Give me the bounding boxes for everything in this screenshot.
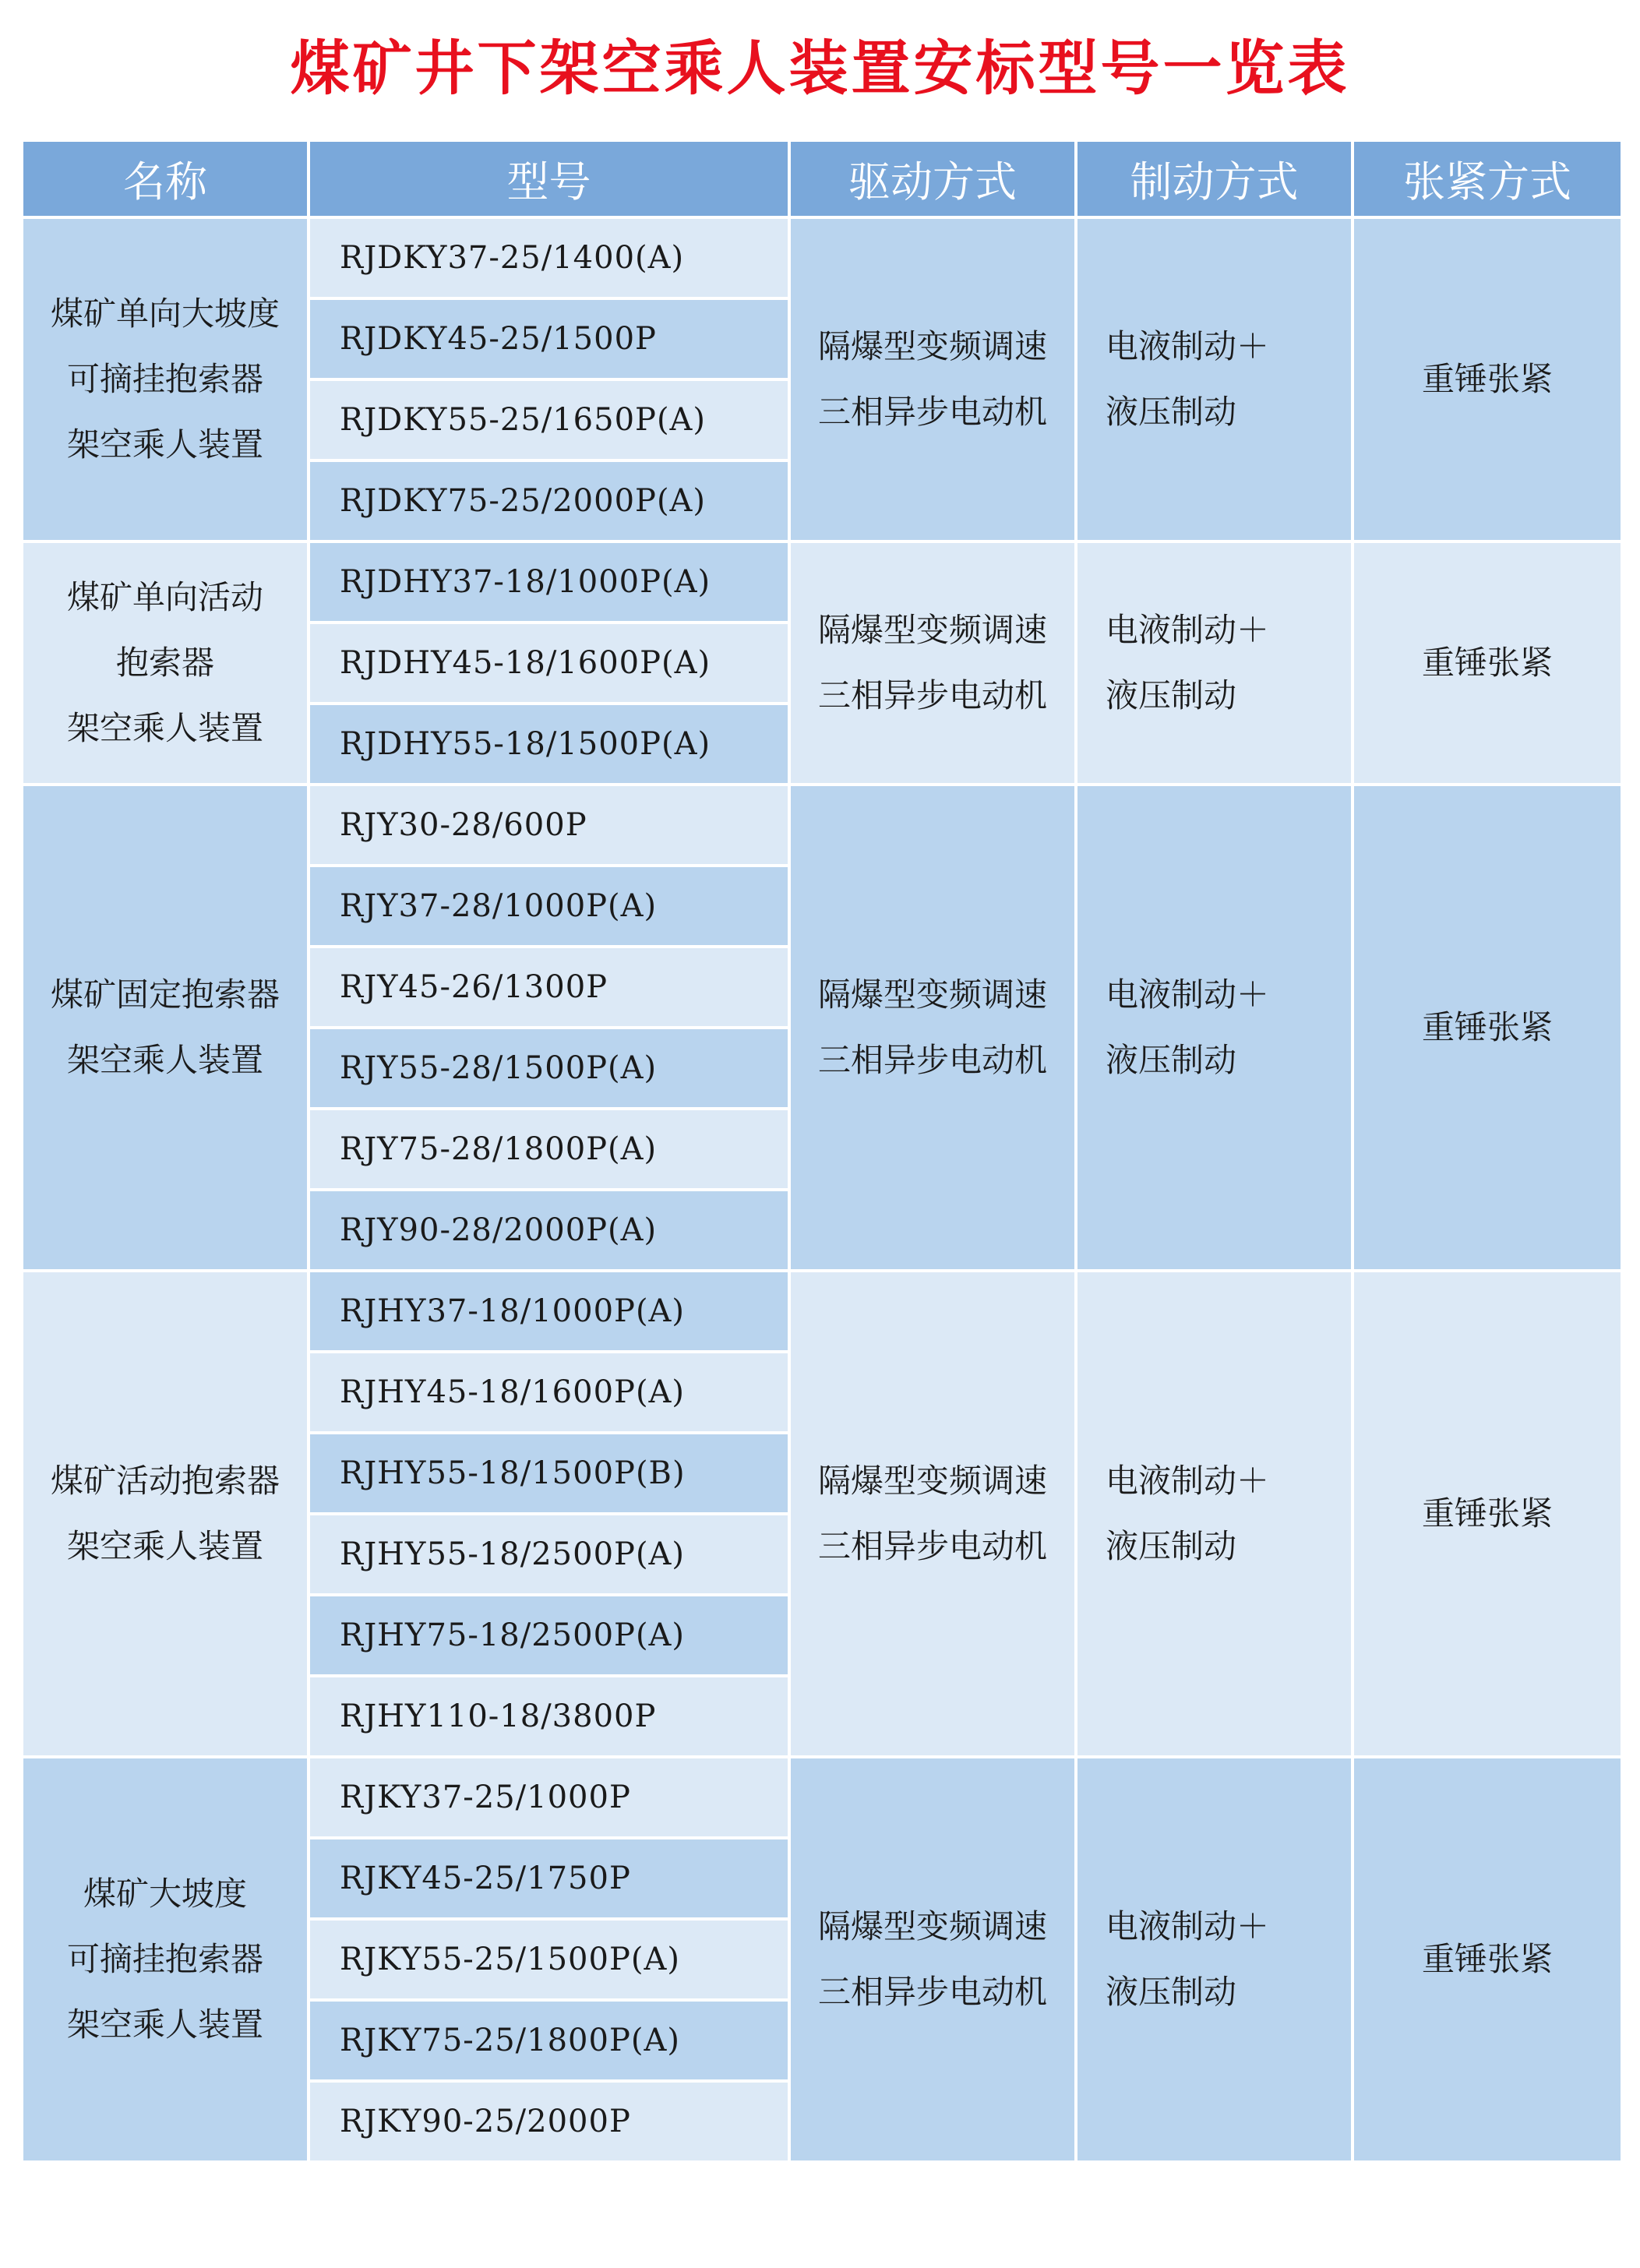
model-cell: RJHY45-18/1600P(A) bbox=[309, 1352, 789, 1433]
model-cell: RJY55-28/1500P(A) bbox=[309, 1028, 789, 1109]
brake-method: 电液制动＋ 液压制动 bbox=[1076, 785, 1353, 1271]
table-row bbox=[22, 541, 1622, 623]
drive-method: 隔爆型变频调速 三相异步电动机 bbox=[789, 785, 1076, 1271]
model-cell: RJHY55-18/1500P(B) bbox=[309, 1433, 789, 1514]
model-cell: RJKY55-25/1500P(A) bbox=[309, 1919, 789, 2000]
model-cell: RJKY90-25/2000P bbox=[309, 2081, 789, 2162]
model-cell: RJKY75-25/1800P(A) bbox=[309, 2000, 789, 2081]
model-cell: RJHY37-18/1000P(A) bbox=[309, 1271, 789, 1352]
model-cell: RJY30-28/600P bbox=[309, 785, 789, 866]
group-name: 煤矿活动抱索器 架空乘人装置 bbox=[22, 1271, 309, 1757]
model-cell: RJDKY45-25/1500P bbox=[309, 298, 789, 379]
model-cell: RJDHY45-18/1600P(A) bbox=[309, 623, 789, 704]
tension-method: 重锤张紧 bbox=[1353, 1757, 1622, 2162]
group-name: 煤矿单向大坡度 可摘挂抱索器 架空乘人装置 bbox=[22, 217, 309, 541]
brake-method: 电液制动＋ 液压制动 bbox=[1076, 541, 1353, 785]
drive-method: 隔爆型变频调速 三相异步电动机 bbox=[789, 217, 1076, 541]
tension-method: 重锤张紧 bbox=[1353, 217, 1622, 541]
drive-method: 隔爆型变频调速 三相异步电动机 bbox=[789, 1271, 1076, 1757]
group-name: 煤矿大坡度 可摘挂抱索器 架空乘人装置 bbox=[22, 1757, 309, 2162]
model-cell: RJKY45-25/1750P bbox=[309, 1838, 789, 1919]
model-cell: RJHY55-18/2500P(A) bbox=[309, 1514, 789, 1595]
model-cell: RJHY110-18/3800P bbox=[309, 1676, 789, 1757]
table-row bbox=[22, 1757, 1622, 1838]
model-cell: RJDHY55-18/1500P(A) bbox=[309, 704, 789, 785]
model-cell: RJY90-28/2000P(A) bbox=[309, 1190, 789, 1271]
tension-method: 重锤张紧 bbox=[1353, 785, 1622, 1271]
model-cell: RJY37-28/1000P(A) bbox=[309, 866, 789, 947]
model-cell: RJDKY75-25/2000P(A) bbox=[309, 460, 789, 541]
header-row bbox=[22, 140, 1622, 217]
brake-method: 电液制动＋ 液压制动 bbox=[1076, 1271, 1353, 1757]
table-body bbox=[22, 217, 1622, 2162]
group-name: 煤矿固定抱索器 架空乘人装置 bbox=[22, 785, 309, 1271]
table-row bbox=[22, 785, 1622, 866]
model-cell: RJDHY37-18/1000P(A) bbox=[309, 541, 789, 623]
brake-method: 电液制动＋ 液压制动 bbox=[1076, 217, 1353, 541]
header-drive: 驱动方式 bbox=[789, 140, 1076, 217]
table-row bbox=[22, 1271, 1622, 1352]
model-cell: RJY45-26/1300P bbox=[309, 947, 789, 1028]
model-cell: RJDKY55-25/1650P(A) bbox=[309, 379, 789, 460]
drive-method: 隔爆型变频调速 三相异步电动机 bbox=[789, 1757, 1076, 2162]
tension-method: 重锤张紧 bbox=[1353, 1271, 1622, 1757]
model-cell: RJKY37-25/1000P bbox=[309, 1757, 789, 1838]
model-cell: RJY75-28/1800P(A) bbox=[309, 1109, 789, 1190]
group-name: 煤矿单向活动 抱索器 架空乘人装置 bbox=[22, 541, 309, 785]
header-model: 型号 bbox=[309, 140, 789, 217]
tension-method: 重锤张紧 bbox=[1353, 541, 1622, 785]
model-cell: RJHY75-18/2500P(A) bbox=[309, 1595, 789, 1676]
header-brake: 制动方式 bbox=[1076, 140, 1353, 217]
header-tension: 张紧方式 bbox=[1353, 140, 1622, 217]
drive-method: 隔爆型变频调速 三相异步电动机 bbox=[789, 541, 1076, 785]
table-row bbox=[22, 217, 1622, 298]
page-title: 煤矿井下架空乘人装置安标型号一览表 bbox=[290, 34, 1350, 103]
model-table bbox=[20, 139, 1624, 2164]
header-name: 名称 bbox=[22, 140, 309, 217]
model-cell: RJDKY37-25/1400(A) bbox=[309, 217, 789, 298]
brake-method: 电液制动＋ 液压制动 bbox=[1076, 1757, 1353, 2162]
